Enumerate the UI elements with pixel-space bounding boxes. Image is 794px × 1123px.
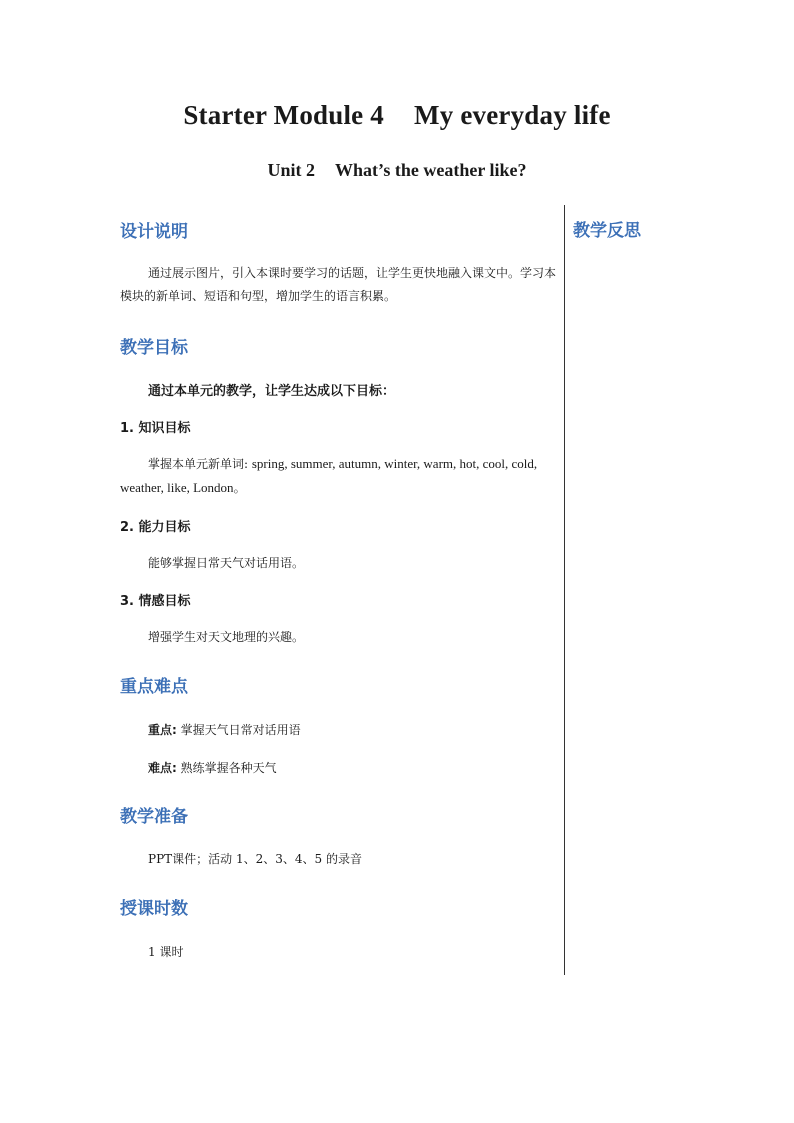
goal-knowledge-text <box>120 452 560 500</box>
goal-knowledge-words: spring, summer, autumn, winter, warm, hot, cool, cold, weather, like, London <box>120 456 538 495</box>
unit-subtitle <box>0 160 794 181</box>
reflection-column <box>573 216 641 241</box>
key-point-line <box>148 721 301 738</box>
difficulty-text: 熟练掌握各种天气 <box>180 761 277 775</box>
column-divider <box>564 205 565 975</box>
key-point-label: 重点: <box>148 723 177 737</box>
design-text: 通过展示图片，引入本课时要学习的话题，让学生更快地融入课文中。学习本模块的新单词、短语和句型，增加学生的语言积累。 <box>120 266 557 303</box>
goal-ability-label: 2. 能力目标 <box>120 520 191 535</box>
goal-knowledge-prefix: 掌握本单元新单词: <box>148 457 252 471</box>
title-module: Starter Module 4 <box>183 100 385 130</box>
hours-text: 1 课时 <box>148 945 184 959</box>
key-point-text: 掌握天气日常对话用语 <box>180 723 301 737</box>
goals-intro: 通过本单元的教学，让学生达成以下目标： <box>148 384 396 399</box>
goal-ability-text: 能够掌握日常天气对话用语。 <box>148 556 305 570</box>
hours-heading: 授课时数 <box>120 899 188 919</box>
goal-knowledge-label: 1. 知识目标 <box>120 421 191 436</box>
prep-text: PPT课件；活动 1、2、3、4、5 的录音 <box>148 852 362 866</box>
keypoints-heading: 重点难点 <box>120 677 188 697</box>
title-name: My everyday life <box>414 100 611 130</box>
goal-knowledge-suffix: 。 <box>233 481 246 495</box>
difficulty-label: 难点: <box>148 761 177 775</box>
goals-heading: 教学目标 <box>120 338 188 358</box>
goal-emotion-label: 3. 情感目标 <box>120 594 191 609</box>
reflection-heading: 教学反思 <box>573 221 641 241</box>
page-title <box>0 100 794 131</box>
design-heading: 设计说明 <box>120 222 188 242</box>
subtitle-unit: Unit 2 <box>267 160 316 180</box>
goal-emotion-text: 增强学生对天文地理的兴趣。 <box>148 630 305 644</box>
subtitle-name: What’s the weather like? <box>335 160 527 180</box>
prep-heading: 教学准备 <box>120 807 188 827</box>
difficulty-line <box>148 759 277 776</box>
